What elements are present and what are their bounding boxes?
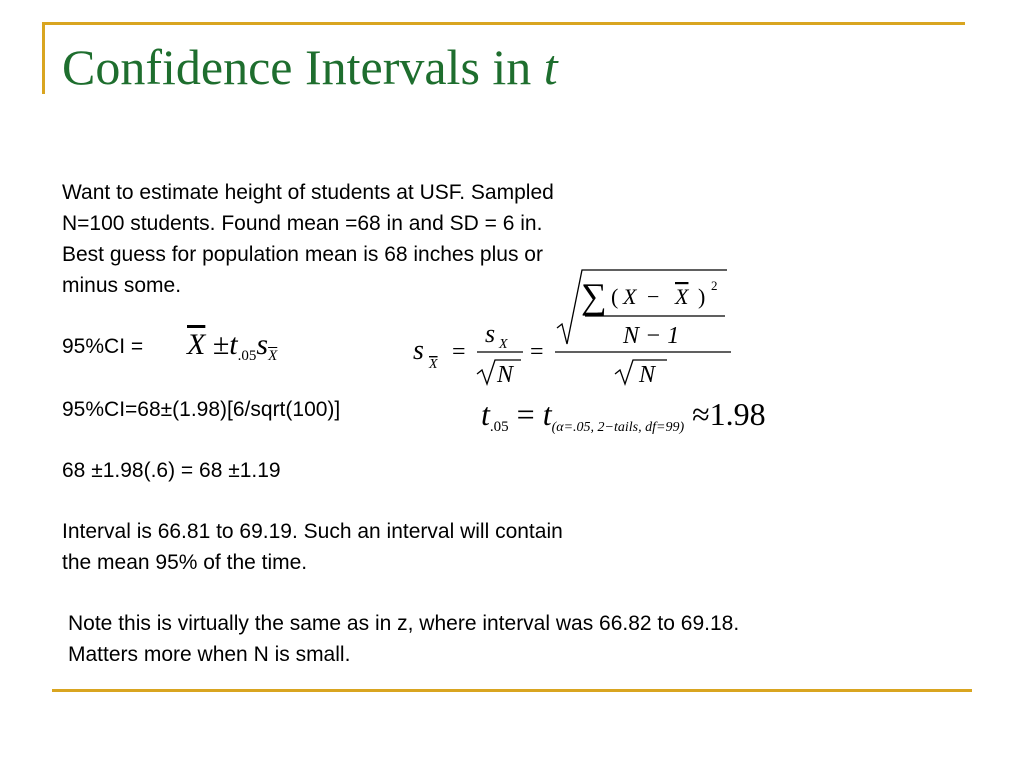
slide-title — [62, 40, 558, 95]
tval-approx: ≈ — [692, 396, 710, 432]
ci-pm: ± — [212, 328, 230, 361]
tval-t: t — [481, 396, 490, 432]
tval-value: 1.98 — [709, 396, 766, 432]
ci-calculation: 95%CI=68±(1.98)[6/sqrt(100)] — [62, 398, 341, 421]
left-rule — [42, 22, 45, 94]
intro-line-4: minus some. — [62, 274, 182, 297]
tval-t-sub: .05 — [489, 419, 509, 435]
intro-line-2: N=100 students. Found mean =68 in and SD = 6 in. — [62, 212, 543, 235]
top-rule — [42, 22, 965, 25]
se-minus: − — [647, 284, 660, 309]
se-denom-root-n: N — [639, 362, 656, 388]
t-value-formula — [481, 396, 766, 436]
se-formula — [405, 262, 745, 402]
intro-line-1: Want to estimate height of students at USF. Sampled — [62, 181, 554, 204]
ci-formula — [187, 328, 277, 365]
intro-line-3: Best guess for population mean is 68 inches plus or — [62, 243, 543, 266]
ci-xbar: $\overline{X}$ — [187, 328, 206, 361]
se-open-paren: ( — [611, 284, 619, 309]
se-root-n: N — [497, 362, 514, 388]
se-eq-1: = — [452, 339, 466, 365]
note-text — [68, 608, 739, 670]
ci-t: t — [229, 328, 238, 361]
se-num-s: s — [485, 319, 496, 348]
bottom-rule — [52, 689, 972, 692]
note-line-1: Note this is virtually the same as in z, where interval was 66.82 to 69.18. — [68, 612, 740, 635]
tval-t2: t — [542, 396, 552, 432]
note-line-2: Matters more when N is small. — [68, 643, 351, 666]
title-text: Confidence Intervals in — [62, 39, 544, 95]
se-lhs-s: s — [413, 335, 424, 366]
se-close-paren: ) — [698, 284, 706, 309]
ci-result: 68 ±1.98(.6) = 68 ±1.19 — [62, 459, 281, 482]
tval-t2-sub: (α=.05, 2−tails, df=99) — [551, 420, 685, 435]
interval-line-2: the mean 95% of the time. — [62, 551, 308, 574]
ci-label: 95%CI = — [62, 335, 144, 358]
ci-t-sub: .05 — [237, 348, 257, 364]
se-n-minus-one: N − 1 — [623, 323, 680, 349]
se-square: 2 — [711, 278, 718, 293]
title-variable: t — [543, 39, 558, 95]
interval-line-1: Interval is 66.81 to 69.19. Such an interval will contain — [62, 520, 563, 543]
tval-eq: = — [516, 396, 535, 432]
se-num-sub: X — [499, 337, 508, 352]
se-sum: ∑ — [581, 276, 607, 316]
se-lhs-sub: X — [429, 357, 438, 372]
se-x: X — [623, 284, 637, 309]
se-eq-2: = — [530, 339, 544, 365]
interval-text — [62, 516, 563, 578]
ci-s-sub: X — [268, 348, 278, 364]
se-xbar: X — [675, 284, 689, 309]
ci-s: s — [256, 328, 269, 361]
